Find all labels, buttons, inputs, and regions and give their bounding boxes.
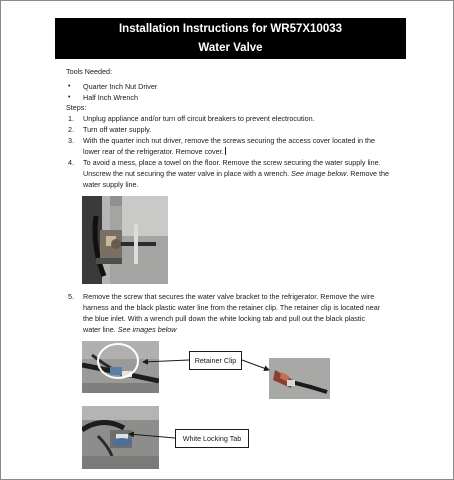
bullet-icon: • [68,94,71,101]
header-subtitle: Water Valve [198,42,263,54]
header-title: Installation Instructions for WR57X10033 [118,23,343,35]
retainer-clip-callout: Retainer Clip [189,351,242,370]
tool-item: Quarter Inch Nut Driver [83,82,158,91]
arrow-to-clip-detail [242,360,269,370]
white-locking-tab-callout: White Locking Tab [175,429,249,448]
step-number: 2. [68,125,74,134]
step-text: With the quarter inch nut driver, remove the screws securing the access cover located in the [83,136,376,145]
step-text: harness and the black plastic water line from the retainer clip. The retainer clip is located near [83,303,381,312]
bullet-icon: • [68,83,71,90]
water-valve-photo [82,196,168,284]
step-text: Unscrew the nut securing the water valve in place with a wrench. See image below. Remove the [83,169,390,178]
text-cursor [225,147,226,155]
tools-label: Tools Needed: [66,67,112,76]
white-locking-tab-photo [82,406,159,469]
step-text: lower rear of the refrigerator. Remove cover. [83,147,224,156]
tool-item: Half Inch Wrench [83,93,138,102]
step-text: Remove the screw that secures the water valve bracket to the refrigerator. Remove the wire [83,292,375,301]
step-text: water line. See images below [83,325,177,334]
page-header [55,18,406,59]
step-number: 1. [68,114,74,123]
step-number: 5. [68,292,74,301]
clip-detail-photo [269,358,330,399]
step-text: Turn off water supply. [83,125,152,134]
step-text: Unplug appliance and/or turn off circuit breakers to prevent electrocution. [83,114,315,123]
step-number: 4. [68,158,74,167]
step-text: To avoid a mess, place a towel on the floor. Remove the screw securing the water supply line. [83,158,381,167]
retainer-clip-photo [82,341,159,393]
steps-label: Steps: [66,103,87,112]
step-text: water supply line. [83,180,139,189]
step-number: 3. [68,136,74,145]
step-text: the blue inlet. With a wrench pull down the white locking tab and pull out the black plastic [83,314,366,323]
